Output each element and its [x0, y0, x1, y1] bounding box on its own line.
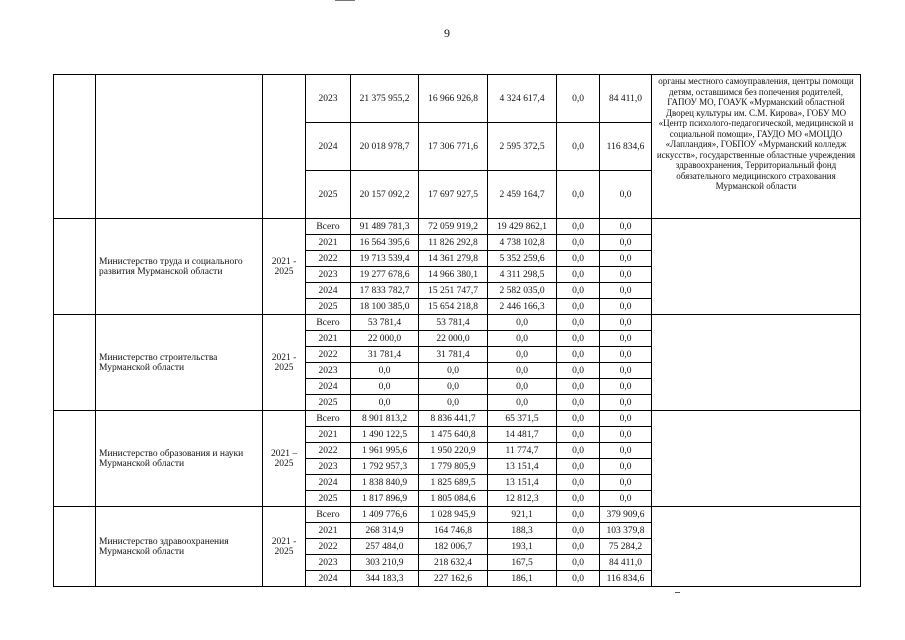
other-cell: 0,0 — [600, 315, 652, 331]
local-cell: 0,0 — [557, 299, 600, 315]
total-cell: 268 314,9 — [351, 523, 419, 539]
other-cell: 116 834,6 — [600, 123, 652, 171]
year-cell: 2021 — [306, 427, 351, 443]
local-cell: 0,0 — [557, 347, 600, 363]
other-cell: 0,0 — [600, 331, 652, 347]
year-cell: 2023 — [306, 555, 351, 571]
other-cell: 0,0 — [600, 379, 652, 395]
regional-cell: 17 306 771,6 — [419, 123, 488, 171]
year-cell: 2022 — [306, 443, 351, 459]
local-cell: 0,0 — [557, 395, 600, 411]
local-cell: 0,0 — [557, 379, 600, 395]
period-cell: 2021 - 2025 — [263, 219, 306, 315]
local-cell: 0,0 — [557, 267, 600, 283]
local-cell: 0,0 — [557, 331, 600, 347]
other-cell: 0,0 — [600, 299, 652, 315]
total-cell: 303 210,9 — [351, 555, 419, 571]
year-cell: 2025 — [306, 171, 351, 219]
local-cell: 0,0 — [557, 555, 600, 571]
local-cell: 0,0 — [557, 219, 600, 235]
executors-cell — [652, 315, 861, 411]
regional-cell: 1 779 805,9 — [419, 459, 488, 475]
other-cell: 103 379,8 — [600, 523, 652, 539]
total-cell: 20 157 092,2 — [351, 171, 419, 219]
other-cell: 84 411,0 — [600, 75, 652, 123]
other-cell: 75 284,2 — [600, 539, 652, 555]
other-cell: 0,0 — [600, 251, 652, 267]
other-cell: 0,0 — [600, 235, 652, 251]
federal-cell: 19 429 862,1 — [488, 219, 557, 235]
regional-cell: 31 781,4 — [419, 347, 488, 363]
other-cell: 0,0 — [600, 491, 652, 507]
other-cell: 0,0 — [600, 171, 652, 219]
federal-cell: 0,0 — [488, 331, 557, 347]
federal-cell: 167,5 — [488, 555, 557, 571]
regional-cell: 0,0 — [419, 395, 488, 411]
regional-cell: 53 781,4 — [419, 315, 488, 331]
ministry-name: Министерство здравоохранения Мурманской области — [96, 507, 263, 587]
federal-cell: 13 151,4 — [488, 475, 557, 491]
federal-cell: 0,0 — [488, 395, 557, 411]
regional-cell: 15 251 747,7 — [419, 283, 488, 299]
local-cell: 0,0 — [557, 235, 600, 251]
other-cell: 84 411,0 — [600, 555, 652, 571]
federal-cell: 188,3 — [488, 523, 557, 539]
total-cell: 19 713 539,4 — [351, 251, 419, 267]
regional-cell: 182 006,7 — [419, 539, 488, 555]
ministry-name: Министерство труда и социального развития Мурманской области — [96, 219, 263, 315]
federal-cell: 2 582 035,0 — [488, 283, 557, 299]
year-cell: 2021 — [306, 331, 351, 347]
year-cell: 2022 — [306, 539, 351, 555]
total-cell: 0,0 — [351, 379, 419, 395]
number-cell — [54, 411, 96, 507]
regional-cell: 14 966 380,1 — [419, 267, 488, 283]
year-cell: 2024 — [306, 123, 351, 171]
local-cell: 0,0 — [557, 443, 600, 459]
federal-cell: 2 595 372,5 — [488, 123, 557, 171]
year-cell: 2024 — [306, 571, 351, 587]
local-cell: 0,0 — [557, 539, 600, 555]
table-row — [54, 507, 861, 523]
federal-cell: 0,0 — [488, 379, 557, 395]
ministry-name: Министерство строительства Мурманской области — [96, 315, 263, 411]
federal-cell: 12 812,3 — [488, 491, 557, 507]
table-row — [54, 219, 861, 235]
regional-cell: 227 162,6 — [419, 571, 488, 587]
regional-cell: 1 950 220,9 — [419, 443, 488, 459]
other-cell: 0,0 — [600, 283, 652, 299]
year-cell: Всего — [306, 219, 351, 235]
executors-cell — [652, 411, 861, 507]
other-cell: 0,0 — [600, 411, 652, 427]
federal-cell: 186,1 — [488, 571, 557, 587]
table-row — [54, 315, 861, 331]
number-cell — [54, 507, 96, 587]
total-cell: 22 000,0 — [351, 331, 419, 347]
local-cell: 0,0 — [557, 507, 600, 523]
period-cell — [263, 75, 306, 219]
year-cell: Всего — [306, 315, 351, 331]
federal-cell: 0,0 — [488, 363, 557, 379]
other-cell: 0,0 — [600, 459, 652, 475]
year-cell: 2025 — [306, 299, 351, 315]
year-cell: 2023 — [306, 75, 351, 123]
regional-cell: 1 028 945,9 — [419, 507, 488, 523]
total-cell: 20 018 978,7 — [351, 123, 419, 171]
period-cell: 2021 – 2025 — [263, 411, 306, 507]
total-cell: 8 901 813,2 — [351, 411, 419, 427]
federal-cell: 2 459 164,7 — [488, 171, 557, 219]
total-cell: 17 833 782,7 — [351, 283, 419, 299]
local-cell: 0,0 — [557, 491, 600, 507]
scan-dash — [675, 592, 680, 593]
year-cell: 2024 — [306, 475, 351, 491]
year-cell: 2023 — [306, 459, 351, 475]
federal-cell: 13 151,4 — [488, 459, 557, 475]
regional-cell: 164 746,8 — [419, 523, 488, 539]
regional-cell: 0,0 — [419, 379, 488, 395]
federal-cell: 4 738 102,8 — [488, 235, 557, 251]
ministry-name: Министерство образования и науки Мурманской области — [96, 411, 263, 507]
local-cell: 0,0 — [557, 475, 600, 491]
regional-cell: 14 361 279,8 — [419, 251, 488, 267]
regional-cell: 17 697 927,5 — [419, 171, 488, 219]
total-cell: 31 781,4 — [351, 347, 419, 363]
year-cell: Всего — [306, 507, 351, 523]
number-cell — [54, 315, 96, 411]
total-cell: 1 817 896,9 — [351, 491, 419, 507]
executors-cell — [652, 219, 861, 315]
number-cell — [54, 219, 96, 315]
year-cell: 2025 — [306, 491, 351, 507]
total-cell: 21 375 955,2 — [351, 75, 419, 123]
federal-cell: 65 371,5 — [488, 411, 557, 427]
federal-cell: 11 774,7 — [488, 443, 557, 459]
other-cell: 0,0 — [600, 475, 652, 491]
year-cell: 2025 — [306, 395, 351, 411]
federal-cell: 4 324 617,4 — [488, 75, 557, 123]
regional-cell: 218 632,4 — [419, 555, 488, 571]
other-cell: 0,0 — [600, 219, 652, 235]
regional-cell: 8 836 441,7 — [419, 411, 488, 427]
table-row — [54, 411, 861, 427]
other-cell: 0,0 — [600, 267, 652, 283]
name-cell — [96, 75, 263, 219]
total-cell: 1 409 776,6 — [351, 507, 419, 523]
year-cell: 2023 — [306, 267, 351, 283]
local-cell: 0,0 — [557, 171, 600, 219]
total-cell: 19 277 678,6 — [351, 267, 419, 283]
other-cell: 0,0 — [600, 427, 652, 443]
total-cell: 1 490 122,5 — [351, 427, 419, 443]
federal-cell: 0,0 — [488, 347, 557, 363]
regional-cell: 16 966 926,8 — [419, 75, 488, 123]
year-cell: 2022 — [306, 251, 351, 267]
other-cell: 379 909,6 — [600, 507, 652, 523]
local-cell: 0,0 — [557, 283, 600, 299]
federal-cell: 4 311 298,5 — [488, 267, 557, 283]
local-cell: 0,0 — [557, 571, 600, 587]
total-cell: 1 838 840,9 — [351, 475, 419, 491]
year-cell: 2023 — [306, 363, 351, 379]
total-cell: 0,0 — [351, 395, 419, 411]
other-cell: 0,0 — [600, 363, 652, 379]
page-number: 9 — [444, 26, 450, 40]
executors-cell: органы местного самоуправления, центры помощи детям, оставшимся без попечения родителей, ГАПОУ МО, ГОАУК «Мурманский областной Дворец культуры им. С.М. Кирова», ГОБУ МО «Центр психолого-педагогической, медицинской и социальной помощи», ГАУДО МО «МОЦДО «Лапландия», ГОБПОУ «Мурманский колледж искусств», государственные областные учреждения здравоохранения, Территориальный фонд обязательного медицинского страхования Мурманской области — [652, 75, 861, 219]
year-cell: 2021 — [306, 235, 351, 251]
year-cell: Всего — [306, 411, 351, 427]
other-cell: 0,0 — [600, 347, 652, 363]
year-cell: 2024 — [306, 283, 351, 299]
total-cell: 1 792 957,3 — [351, 459, 419, 475]
local-cell: 0,0 — [557, 315, 600, 331]
regional-cell: 1 825 689,5 — [419, 475, 488, 491]
federal-cell: 5 352 259,6 — [488, 251, 557, 267]
executors-cell — [652, 507, 861, 587]
regional-cell: 11 826 292,8 — [419, 235, 488, 251]
table-row — [54, 75, 861, 123]
total-cell: 53 781,4 — [351, 315, 419, 331]
period-cell: 2021 - 2025 — [263, 507, 306, 587]
year-cell: 2024 — [306, 379, 351, 395]
total-cell: 18 100 385,0 — [351, 299, 419, 315]
other-cell: 0,0 — [600, 443, 652, 459]
local-cell: 0,0 — [557, 427, 600, 443]
year-cell: 2022 — [306, 347, 351, 363]
local-cell: 0,0 — [557, 75, 600, 123]
regional-cell: 0,0 — [419, 363, 488, 379]
regional-cell: 22 000,0 — [419, 331, 488, 347]
federal-cell: 921,1 — [488, 507, 557, 523]
local-cell: 0,0 — [557, 363, 600, 379]
total-cell: 91 489 781,3 — [351, 219, 419, 235]
period-cell: 2021 - 2025 — [263, 315, 306, 411]
other-cell: 116 834,6 — [600, 571, 652, 587]
regional-cell: 72 059 919,2 — [419, 219, 488, 235]
total-cell: 16 564 395,6 — [351, 235, 419, 251]
local-cell: 0,0 — [557, 411, 600, 427]
local-cell: 0,0 — [557, 251, 600, 267]
federal-cell: 14 481,7 — [488, 427, 557, 443]
regional-cell: 1 805 084,6 — [419, 491, 488, 507]
total-cell: 1 961 995,6 — [351, 443, 419, 459]
number-cell — [54, 75, 96, 219]
total-cell: 0,0 — [351, 363, 419, 379]
regional-cell: 1 475 640,8 — [419, 427, 488, 443]
total-cell: 257 484,0 — [351, 539, 419, 555]
total-cell: 344 183,3 — [351, 571, 419, 587]
local-cell: 0,0 — [557, 459, 600, 475]
local-cell: 0,0 — [557, 523, 600, 539]
regional-cell: 15 654 218,8 — [419, 299, 488, 315]
top-scan-mark — [335, 0, 355, 1]
federal-cell: 0,0 — [488, 315, 557, 331]
budget-table — [53, 74, 861, 587]
other-cell: 0,0 — [600, 395, 652, 411]
year-cell: 2021 — [306, 523, 351, 539]
federal-cell: 193,1 — [488, 539, 557, 555]
federal-cell: 2 446 166,3 — [488, 299, 557, 315]
local-cell: 0,0 — [557, 123, 600, 171]
